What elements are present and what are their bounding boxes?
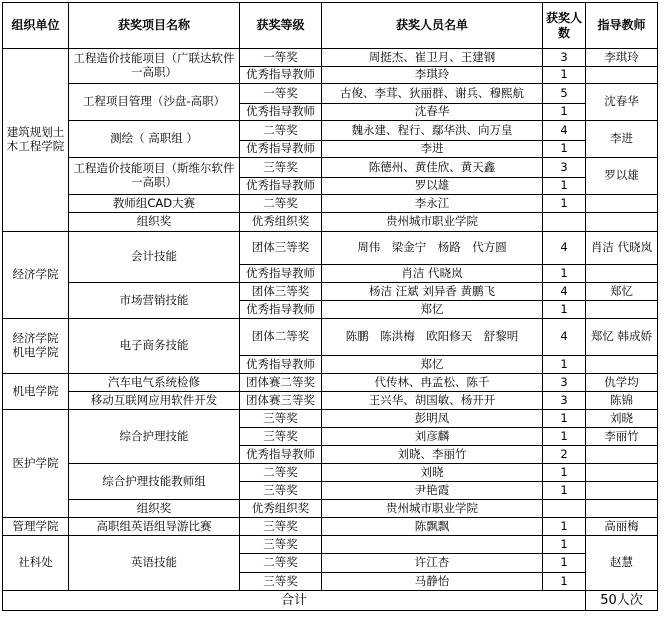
table-cell: 1 [543,464,586,482]
table-cell: 综合护理技能教师组 [69,464,240,500]
table-cell: 4 [543,319,586,356]
table-cell: 高丽梅 [586,518,658,536]
header-teacher: 指导教师 [586,3,658,49]
table-cell: 尹艳霞 [322,482,543,500]
table-cell [586,195,658,213]
table-cell: 3 [543,49,586,67]
table-cell: 李永江 [322,195,543,213]
table-cell: 刘晓、李丽竹 [322,446,543,464]
table-cell: 王兴华、胡国敏、杨开开 [322,392,543,410]
table-cell: 管理学院 [3,518,69,536]
table-cell: 1 [543,195,586,213]
table-cell [586,265,658,283]
table-cell [586,482,658,500]
table-cell: 工程造价技能项目（广联达软件一高职） [69,49,240,84]
table-cell: 贵州城市职业学院 [322,500,543,518]
table-row [3,158,658,178]
table-cell: 肖洁 代晓岚 [586,232,658,265]
table-cell: 移动互联网应用软件开发 [69,392,240,410]
table-row [3,195,658,213]
table-cell: 李琪玲 [322,67,543,84]
table-cell: 4 [543,283,586,301]
table-cell: 1 [543,428,586,446]
table-cell: 5 [543,84,586,104]
table-cell: 1 [543,573,586,591]
header-count: 获奖人数 [543,3,586,49]
table-cell: 团体三等奖 [240,283,322,301]
table-cell: 优秀指导教师 [240,301,322,319]
table-cell: 1 [543,356,586,374]
table-cell: 李丽竹 [586,428,658,446]
table-cell: 郑忆 [322,301,543,319]
table-row [3,213,658,232]
table-row [3,536,658,554]
table-cell: 李进 [322,141,543,158]
table-cell: 医护学院 [3,410,69,518]
table-row [3,464,658,482]
table-cell: 刘晓 [586,410,658,428]
table-cell: 周伟 梁金宁 杨路 代方圆 [322,232,543,265]
table-cell: 1 [543,104,586,121]
table-cell: 彭明凤 [322,410,543,428]
table-cell: 测绘（ 高职组 ） [69,121,240,158]
table-cell: 三等奖 [240,428,322,446]
table-cell: 三等奖 [240,536,322,554]
table-cell: 会计技能 [69,232,240,283]
table-cell: 优秀组织奖 [240,500,322,518]
table-cell [586,213,658,232]
table-cell: 优秀指导教师 [240,265,322,283]
header-project: 获奖项目名称 [69,3,240,49]
table-cell: 团体三等奖 [240,232,322,265]
table-cell: 二等奖 [240,554,322,573]
table-cell [586,500,658,518]
table-cell: 罗以雄 [586,158,658,195]
table-row [3,500,658,518]
award-table [2,2,658,611]
table-cell: 二等奖 [240,195,322,213]
table-cell: 优秀组织奖 [240,213,322,232]
table-cell: 市场营销技能 [69,283,240,319]
table-cell: 1 [543,482,586,500]
table-cell: 建筑规划土木工程学院 [3,49,69,232]
table-cell: 工程造价技能项目（斯维尔软件一高职） [69,158,240,195]
table-cell: 马静怡 [322,573,543,591]
table-row [3,319,658,356]
table-cell: 一等奖 [240,49,322,67]
table-cell [586,446,658,464]
table-cell [322,536,543,554]
table-cell: 魏永建、程行、鄢华洪、向万皇 [322,121,543,141]
total-value: 50人次 [586,591,658,611]
table-cell: 优秀指导教师 [240,67,322,84]
table-row [3,410,658,428]
table-cell: 陈锦 [586,392,658,410]
table-cell: 组织奖 [69,500,240,518]
table-cell: 组织奖 [69,213,240,232]
table-row [3,518,658,536]
table-cell: 三等奖 [240,410,322,428]
table-cell: 4 [543,232,586,265]
table-cell: 1 [543,141,586,158]
table-cell: 仇学均 [586,374,658,392]
table-cell: 3 [543,392,586,410]
table-cell: 1 [543,265,586,283]
table-cell [543,500,586,518]
table-cell: 陈鹏 陈洪梅 欧阳修天 舒黎明 [322,319,543,356]
table-cell: 杨洁 汪斌 刘异香 黄鹏飞 [322,283,543,301]
table-cell: 刘彦麟 [322,428,543,446]
table-cell: 经济学院 机电学院 [3,319,69,374]
table-cell: 优秀指导教师 [240,446,322,464]
table-cell: 优秀指导教师 [240,356,322,374]
table-cell: 1 [543,67,586,84]
table-cell: 肖洁 代晓岚 [322,265,543,283]
table-cell: 1 [543,410,586,428]
table-cell: 工程项目管理（沙盘-高职） [69,84,240,121]
table-body [3,49,658,591]
table-cell: 汽车电气系统检修 [69,374,240,392]
table-cell [586,301,658,319]
table-cell: 1 [543,178,586,195]
table-cell: 二等奖 [240,121,322,141]
table-cell: 罗以雄 [322,178,543,195]
table-cell: 沈春华 [586,84,658,121]
table-cell: 赵慧 [586,536,658,591]
table-cell: 一等奖 [240,84,322,104]
table-cell [586,464,658,482]
table-cell: 团体赛二等奖 [240,374,322,392]
table-row [3,374,658,392]
table-row [3,84,658,104]
table-cell: 代传林、冉孟松、陈千 [322,374,543,392]
table-cell [586,67,658,84]
table-cell: 三等奖 [240,482,322,500]
table-cell: 1 [543,518,586,536]
table-cell: 优秀指导教师 [240,178,322,195]
header-level: 获奖等级 [240,3,322,49]
table-cell: 郑忆 韩成娇 [586,319,658,356]
table-cell: 团体赛三等奖 [240,392,322,410]
table-cell: 4 [543,121,586,141]
table-row [3,121,658,141]
table-row [3,49,658,67]
table-cell: 1 [543,536,586,554]
table-cell: 综合护理技能 [69,410,240,464]
table-cell: 社科处 [3,536,69,591]
table-cell: 经济学院 [3,232,69,319]
table-cell: 英语技能 [69,536,240,591]
table-row [3,283,658,301]
table-cell: 机电学院 [3,374,69,410]
total-label: 合计 [3,591,586,611]
table-row [3,232,658,265]
table-cell: 贵州城市职业学院 [322,213,543,232]
table-cell: 团体二等奖 [240,319,322,356]
table-cell: 陈德州、黄佳欣、黄天鑫 [322,158,543,178]
table-cell: 高职组英语组导游比赛 [69,518,240,536]
header-names: 获奖人员名单 [322,3,543,49]
table-cell: 1 [543,554,586,573]
table-cell: 三等奖 [240,573,322,591]
table-cell: 郑忆 [586,283,658,301]
table-row [3,392,658,410]
table-cell: 郑忆 [322,356,543,374]
table-cell: 刘晓 [322,464,543,482]
table-cell: 优秀指导教师 [240,141,322,158]
table-cell [586,356,658,374]
table-cell: 三等奖 [240,158,322,178]
table-cell: 1 [543,301,586,319]
total-row [3,591,658,611]
table-cell: 李琪玲 [586,49,658,67]
header-org: 组织单位 [3,3,69,49]
table-cell: 电子商务技能 [69,319,240,374]
table-cell: 周挺杰、崔卫月、王建钢 [322,49,543,67]
table-cell: 三等奖 [240,518,322,536]
table-cell: 沈春华 [322,104,543,121]
table-cell: 优秀指导教师 [240,104,322,121]
table-cell: 3 [543,158,586,178]
table-cell: 李进 [586,121,658,158]
table-cell: 许江杏 [322,554,543,573]
table-cell: 二等奖 [240,464,322,482]
table-cell: 教师组CAD大赛 [69,195,240,213]
table-cell: 陈飘飘 [322,518,543,536]
table-cell [543,213,586,232]
table-cell: 2 [543,446,586,464]
header-row [3,3,658,49]
table-cell: 3 [543,374,586,392]
table-cell: 古俊、李茸、狄丽群、谢兵、穆熙航 [322,84,543,104]
